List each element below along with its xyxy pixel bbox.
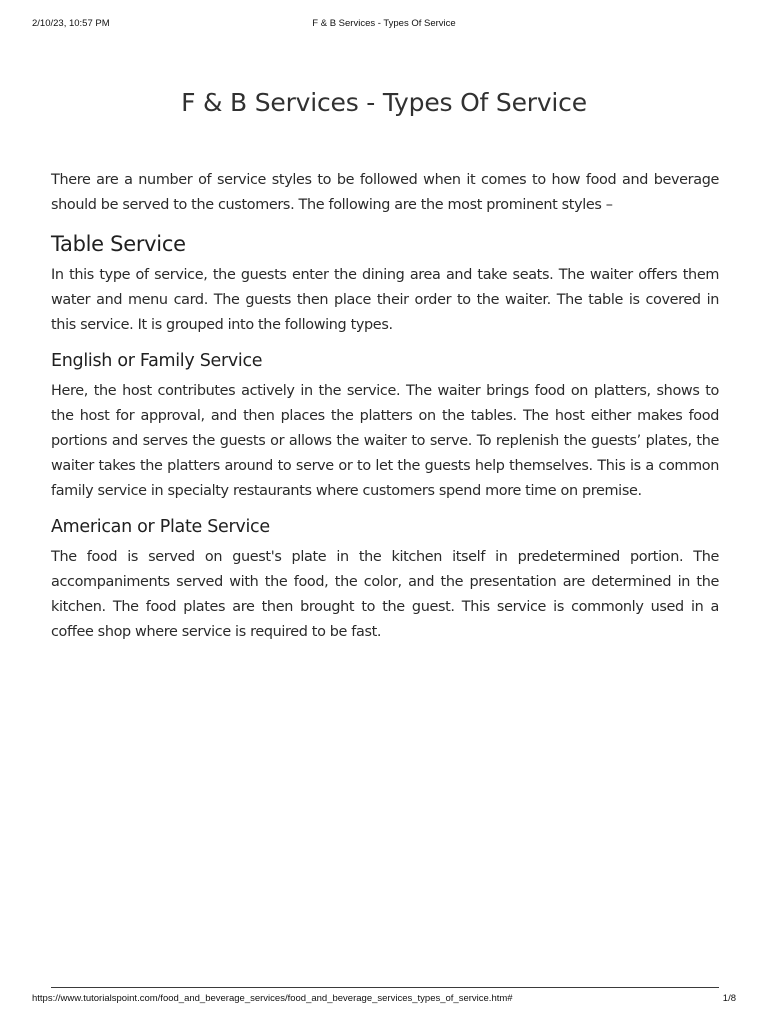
intro-paragraph: There are a number of service styles to be followed when it comes to how food and beverage should be served to the customers. The following are the most prominent styles – [51, 172, 719, 213]
section-body-american-service: The food is served on guest's plate in the kitchen itself in predetermined portion. The accompaniments served with the food, the color, and the presentation are determined in the kitchen. The food plates are then brought to the guest. This service is commonly used in a coffee shop where service is required to be fast. [51, 549, 719, 640]
footer-divider [51, 987, 719, 988]
section-body-english-service: Here, the host contributes actively in the service. The waiter brings food on platters, shows to the host for approval, and then places the platters on the tables. The host either makes food portions and serves the guests or allows the waiter to serve. To replenish the guests’ plates, the waiter takes the platters around to serve or to let the guests help themselves. This is a common family service in specialty restaurants where customers spend more time on premise. [51, 383, 719, 499]
page-title: F & B Services - Types Of Service [181, 88, 587, 117]
section-heading-table-service: Table Service [51, 232, 186, 256]
print-header [32, 18, 736, 32]
section-heading-american-service: American or Plate Service [51, 517, 270, 537]
article-body [51, 168, 719, 645]
print-footer [32, 993, 736, 1007]
section-heading-english-service: English or Family Service [51, 351, 263, 371]
print-datetime: 2/10/23, 10:57 PM [32, 18, 110, 29]
print-footer-url: https://www.tutorialspoint.com/food_and_beverage_services/food_and_beverage_services_types_of_service.htm# [32, 993, 513, 1004]
section-body-table-service: In this type of service, the guests enter the dining area and take seats. The waiter offers them water and menu card. The guests then place their order to the waiter. The table is covered in this service. It is grouped into the following types. [51, 267, 719, 333]
page-number: 1/8 [722, 993, 736, 1004]
print-header-title: F & B Services - Types Of Service [312, 18, 456, 29]
